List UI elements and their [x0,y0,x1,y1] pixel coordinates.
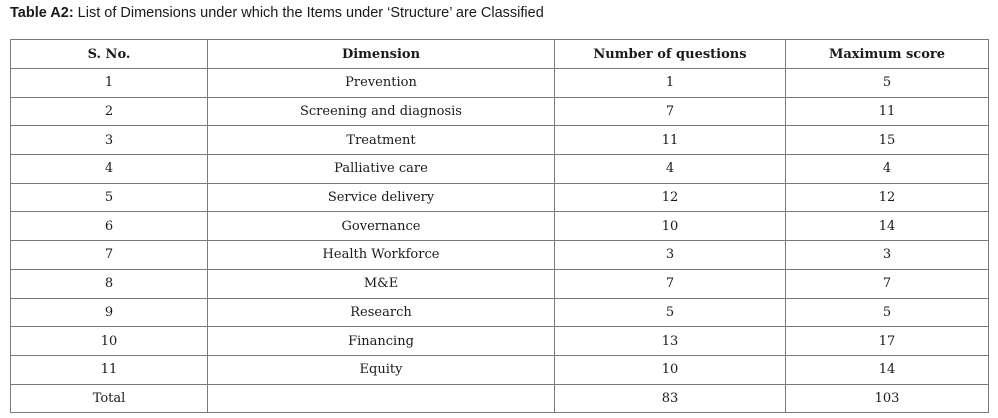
total-dimension [208,384,555,413]
table-row [11,155,989,184]
cell-s-no: 2 [11,97,208,126]
table-row [11,212,989,241]
cell-number-of-questions: 10 [555,355,786,384]
cell-number-of-questions: 7 [555,97,786,126]
table-total-row [11,384,989,413]
header-dimension: Dimension [208,40,555,69]
cell-s-no: 11 [11,355,208,384]
table-caption [10,5,544,21]
cell-maximum-score: 5 [786,298,989,327]
cell-dimension: Governance [208,212,555,241]
cell-maximum-score: 7 [786,269,989,298]
cell-dimension: Palliative care [208,155,555,184]
cell-maximum-score: 4 [786,155,989,184]
cell-number-of-questions: 5 [555,298,786,327]
cell-maximum-score: 3 [786,241,989,270]
table-row [11,298,989,327]
table-row [11,97,989,126]
cell-maximum-score: 5 [786,69,989,98]
cell-s-no: 5 [11,183,208,212]
total-number-of-questions: 83 [555,384,786,413]
cell-s-no: 4 [11,155,208,184]
cell-s-no: 9 [11,298,208,327]
table-row [11,241,989,270]
table-row [11,126,989,155]
cell-number-of-questions: 10 [555,212,786,241]
cell-dimension: Health Workforce [208,241,555,270]
table-caption-text: List of Dimensions under which the Items under ‘Structure’ are Classified [73,5,544,21]
cell-dimension: M&E [208,269,555,298]
cell-s-no: 10 [11,327,208,356]
total-label: Total [11,384,208,413]
cell-dimension: Research [208,298,555,327]
cell-number-of-questions: 3 [555,241,786,270]
cell-maximum-score: 14 [786,355,989,384]
cell-number-of-questions: 4 [555,155,786,184]
cell-maximum-score: 14 [786,212,989,241]
cell-maximum-score: 17 [786,327,989,356]
cell-number-of-questions: 12 [555,183,786,212]
table-row [11,69,989,98]
cell-number-of-questions: 1 [555,69,786,98]
cell-s-no: 3 [11,126,208,155]
header-maximum-score: Maximum score [786,40,989,69]
cell-number-of-questions: 13 [555,327,786,356]
table-row [11,269,989,298]
cell-maximum-score: 15 [786,126,989,155]
table-row [11,355,989,384]
cell-s-no: 7 [11,241,208,270]
cell-dimension: Prevention [208,69,555,98]
table-row [11,327,989,356]
cell-dimension: Service delivery [208,183,555,212]
cell-number-of-questions: 7 [555,269,786,298]
table-row [11,183,989,212]
table-header-row [11,40,989,69]
table-caption-label: Table A2: [10,5,74,21]
dimensions-table [10,39,989,413]
cell-s-no: 1 [11,69,208,98]
header-number-of-questions: Number of questions [555,40,786,69]
cell-maximum-score: 12 [786,183,989,212]
cell-dimension: Treatment [208,126,555,155]
cell-number-of-questions: 11 [555,126,786,155]
cell-s-no: 6 [11,212,208,241]
cell-dimension: Equity [208,355,555,384]
total-maximum-score: 103 [786,384,989,413]
cell-dimension: Screening and diagnosis [208,97,555,126]
header-s-no: S. No. [11,40,208,69]
cell-maximum-score: 11 [786,97,989,126]
cell-s-no: 8 [11,269,208,298]
cell-dimension: Financing [208,327,555,356]
